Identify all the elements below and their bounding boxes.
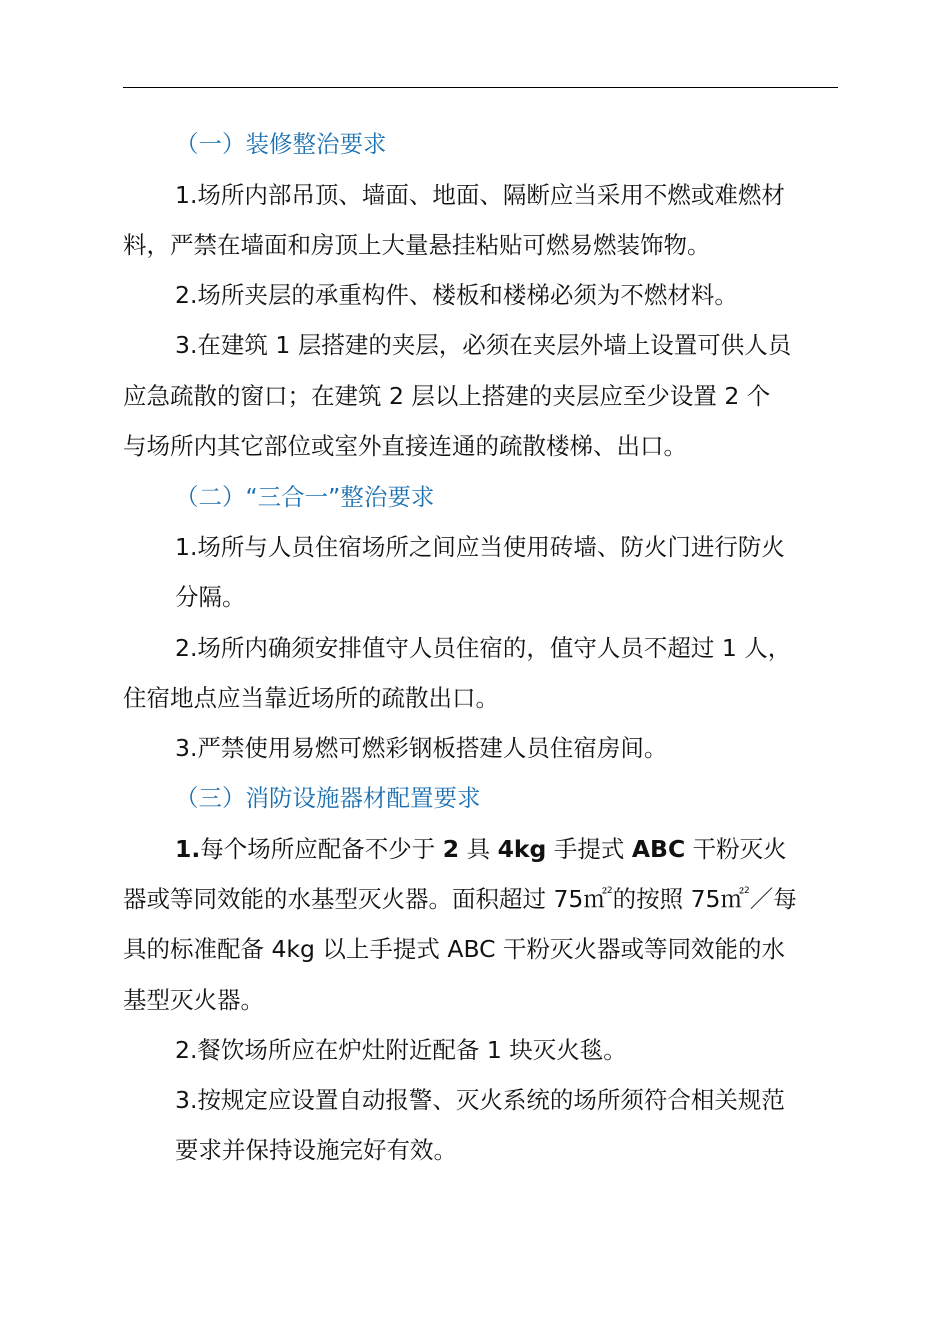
text-run: 干粉灭火 (685, 835, 787, 863)
paragraph-line: 料，严禁在墙面和房顶上大量悬挂粘贴可燃易燃装饰物。 (123, 231, 711, 259)
superscript: 2 (743, 886, 750, 896)
item-number: 1. (175, 835, 201, 863)
header-rule (123, 87, 838, 88)
paragraph-line (123, 884, 843, 914)
text-run: 手提式 (546, 835, 632, 863)
paragraph-line: 2.场所内确须安排值守人员住宿的，值守人员不超过 1 人， (175, 634, 792, 662)
paragraph-line: 分隔。 (175, 583, 246, 611)
paragraph-line: 2.餐饮场所应在炉灶附近配备 1 块灭火毯。 (175, 1036, 627, 1064)
paragraph-line: 3.在建筑 1 层搭建的夹层，必须在夹层外墙上设置可供人员 (175, 331, 792, 359)
paragraph-line: 基型灭火器。 (123, 986, 264, 1014)
section-heading-1: （一）装修整治要求 (175, 130, 387, 158)
superscript: 2 (606, 886, 613, 896)
bold-run: ABC (631, 835, 686, 863)
text-run: ／每 (749, 885, 797, 913)
paragraph-line: 3.严禁使用易燃可燃彩钢板搭建人员住宿房间。 (175, 734, 668, 762)
bold-run: 2 (442, 835, 460, 863)
paragraph-line: 应急疏散的窗口；在建筑 2 层以上搭建的夹层应至少设置 2 个 (123, 382, 771, 410)
paragraph-line: 3.按规定应设置自动报警、灭火系统的场所须符合相关规范 (175, 1086, 785, 1114)
section-heading-2: （二）“三合一”整治要求 (175, 483, 435, 511)
paragraph-line: 2.场所夹层的承重构件、楼板和楼梯必须为不燃材料。 (175, 281, 738, 309)
text-run: 每个场所应配备不少于 (200, 835, 443, 863)
paragraph-line: 要求并保持设施完好有效。 (175, 1136, 457, 1164)
text-run: 器或等同效能的水基型灭火器。面积超过 75㎡ (123, 885, 607, 913)
bold-run: 4kg (497, 835, 547, 863)
paragraph-line (175, 834, 895, 864)
section-heading-3: （三）消防设施器材配置要求 (175, 784, 481, 812)
text-run: 具 (459, 835, 498, 863)
paragraph-line: 1.场所与人员住宿场所之间应当使用砖墙、防火门进行防火 (175, 533, 785, 561)
paragraph-line: 1.场所内部吊顶、墙面、地面、隔断应当采用不燃或难燃材 (175, 181, 785, 209)
paragraph-line: 与场所内其它部位或室外直接连通的疏散楼梯、出口。 (123, 432, 687, 460)
paragraph-line: 具的标准配备 4kg 以上手提式 ABC 干粉灭火器或等同效能的水 (123, 935, 786, 963)
paragraph-line: 住宿地点应当靠近场所的疏散出口。 (123, 684, 499, 712)
text-run: 的按照 75㎡ (612, 885, 744, 913)
